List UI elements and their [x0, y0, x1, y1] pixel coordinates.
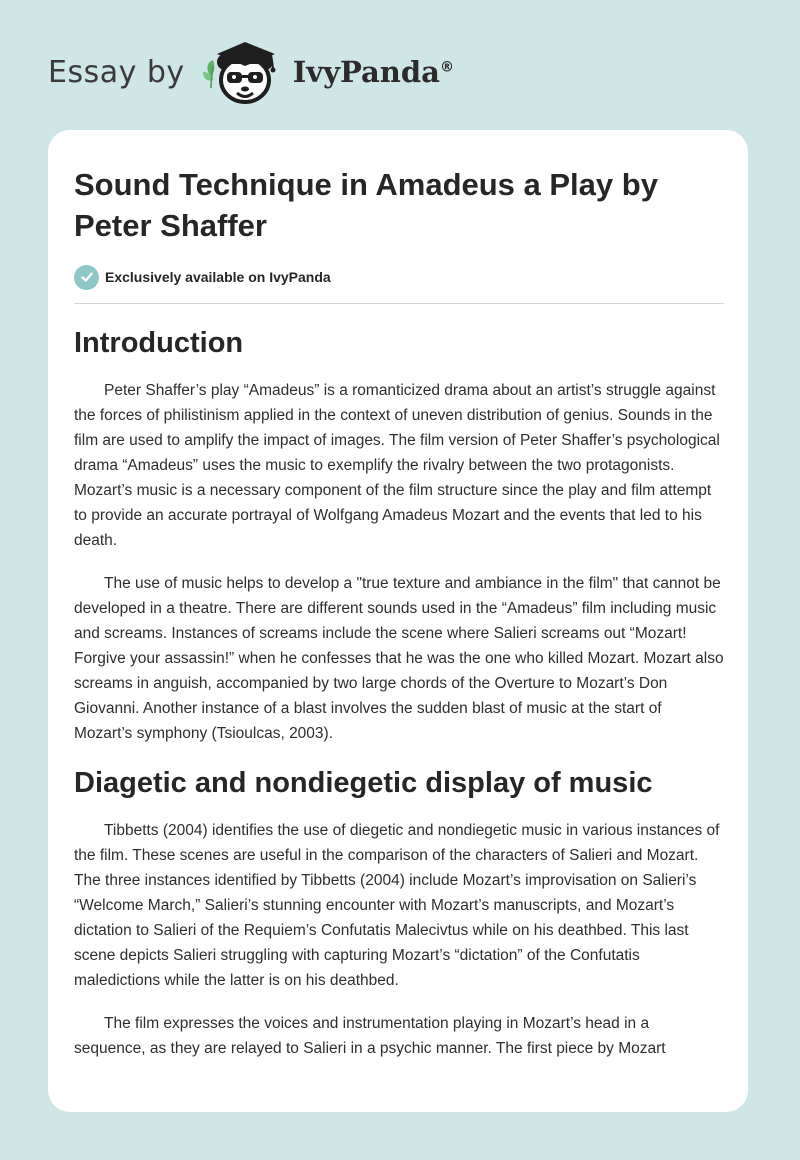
- checkmark-icon: [74, 265, 99, 290]
- badge-label: Exclusively available on IvyPanda: [105, 269, 331, 285]
- essay-title: Sound Technique in Amadeus a Play by Peter Shaffer: [74, 167, 658, 243]
- essay-body: [74, 324, 724, 1079]
- paragraph: The film expresses the voices and instrumentation playing in Mozart’s head in a sequence, as they are relayed to Salieri in a psychic manner. The first piece by Mozart: [74, 1015, 666, 1057]
- section-heading-introduction: Introduction: [74, 327, 244, 359]
- paragraph: The use of music helps to develop a "true texture and ambiance in the film" that cannot be developed in a theatre. There are different sounds used in the “Amadeus” film including music and screams. Instances of screams include the scene where Salieri screams out “Mozart! Forgive your assassin!” when he confesses that he was the one who killed Mozart. Mozart also screams in anguish, accompanied by two large chords of the Overture to Mozart’s Don Giovanni. Another instance of a blast involves the sudden blast of music at the start of Mozart’s symphony (Tsioulcas, 2003).: [74, 575, 724, 742]
- panda-logo-icon: [199, 36, 291, 108]
- essay-card: [48, 130, 748, 1112]
- divider: [74, 303, 724, 304]
- section-heading-diagetic-music: Diagetic and nondiegetic display of music: [74, 767, 653, 799]
- exclusive-badge: [74, 264, 331, 290]
- registered-mark: ®: [439, 59, 454, 76]
- brand-prefix: Essay by: [48, 54, 185, 90]
- brand-name: IvyPanda®: [292, 55, 454, 89]
- brand-header[interactable]: [48, 36, 508, 108]
- paragraph: Peter Shaffer’s play “Amadeus” is a romanticized drama about an artist’s struggle against the forces of philistinism applied in the context of uneven distribution of genius. Sounds in the film are used to amplify the impact of images. The film version of Peter Shaffer’s psychological drama “Amadeus” uses the music to exemplify the rivalry between the two protagonists. Mozart’s music is a necessary component of the film structure since the play and film attempt to provide an accurate portrayal of Wolfgang Amadeus Mozart and the events that led to his death.: [74, 382, 720, 549]
- paragraph: Tibbetts (2004) identifies the use of diegetic and nondiegetic music in various instances of the film. These scenes are useful in the comparison of the characters of Salieri and Mozart. The three instances identified by Tibbetts (2004) include Mozart’s improvisation on Salieri’s “Welcome March,” Salieri’s stunning encounter with Mozart’s manuscripts, and Mozart’s dictation to Salieri of the Requiem’s Confutatis Malecivtus while on his deathbed. This last scene depicts Salieri struggling with capturing Mozart’s “dictation” of the Confutatis maledictions while the latter is on his deathbed.: [74, 822, 720, 989]
